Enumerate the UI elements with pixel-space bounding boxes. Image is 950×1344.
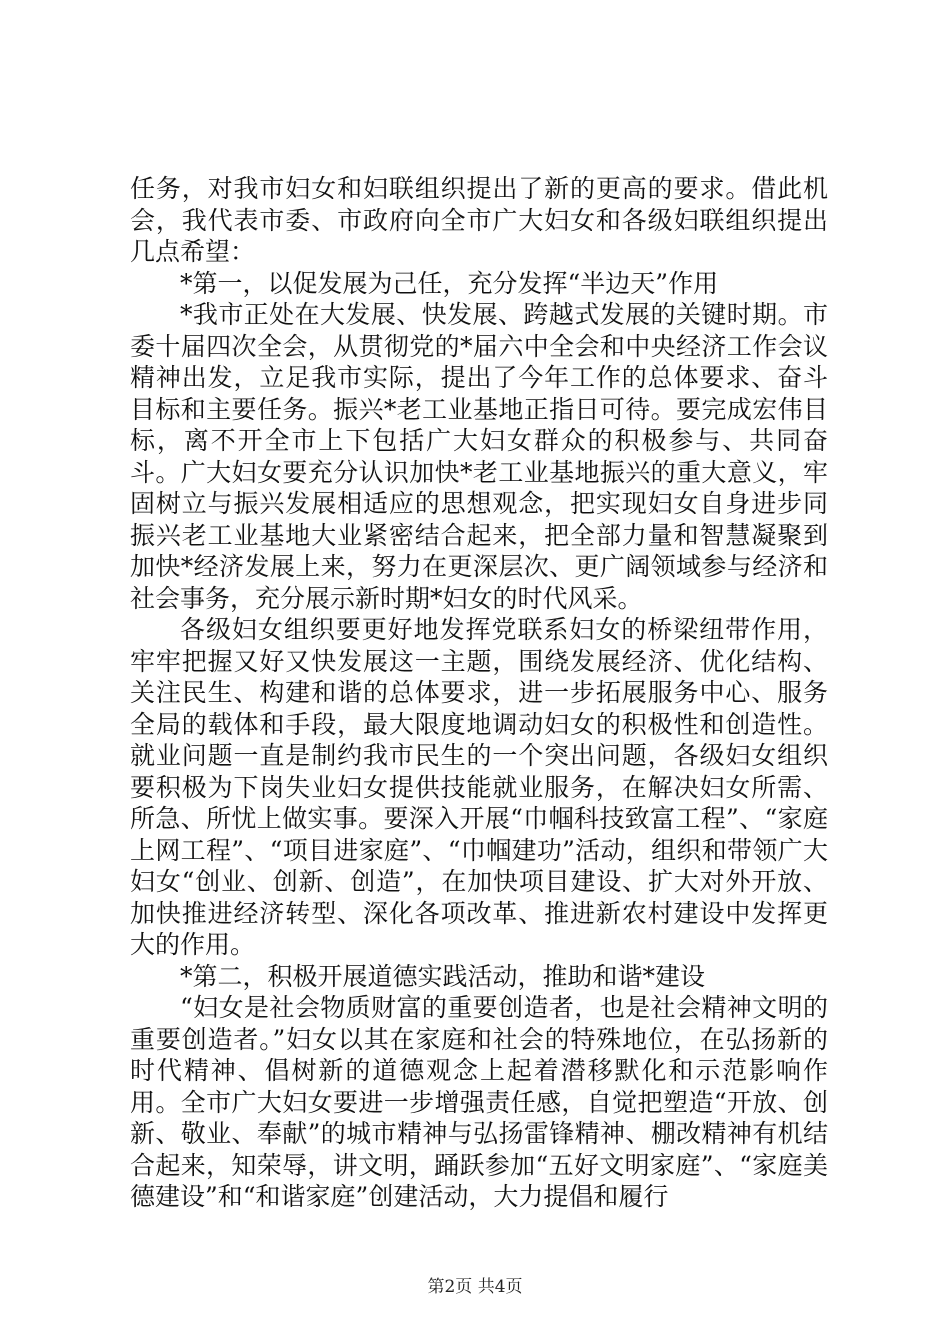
section-heading-2: *第二，积极开展道德实践活动，推助和谐*建设: [180, 961, 706, 991]
paragraph-3: 各级妇女组织要更好地发挥党联系妇女的桥梁纽带作用，牢牢把握又好又快发展这一主题，围绕发展经济、优化结构、关注民生、构建和谐的总体要求，进一步拓展服务中心、服务全局的载体和手段，最大限度地调动妇女的积极性和创造性。就业问题一直是制约我市民生的一个突出问题，各级妇女组织要积极为下岗失业妇女提供技能就业服务，在解决妇女所需、所急、所忧上做实事。要深入开展“巾帼科技致富工程”、“家庭上网工程”、“项目进家庭”、“巾帼建功”活动，组织和带领广大妇女“创业、创新、创造”，在加快项目建设、扩大对外开放、加快推进经济转型、深化各项改革、推进新农村建设中发挥更大的作用。: [130, 615, 828, 959]
document-body: [130, 173, 828, 1213]
paragraph-4: “妇女是社会物质财富的重要创造者，也是社会精神文明的重要创造者。”妇女以其在家庭和社会的特殊地位，在弘扬新的时代精神、倡树新的道德观念上起着潜移默化和示范影响作用。全市广大妇女要进一步增强责任感，自觉把塑造“开放、创新、敬业、奉献”的城市精神与弘扬雷锋精神、棚改精神有机结合起来，知荣辱，讲文明，踊跃参加“五好文明家庭”、“家庭美德建设”和“和谐家庭”创建活动，大力提倡和履行: [130, 993, 828, 1211]
paragraph-1: 任务，对我市妇女和妇联组织提出了新的更高的要求。借此机会，我代表市委、市政府向全市广大妇女和各级妇联组织提出几点希望：: [130, 174, 828, 266]
paragraph-2: *我市正处在大发展、快发展、跨越式发展的关键时期。市委十届四次全会，从贯彻党的*届六中全会和中央经济工作会议精神出发，立足我市实际，提出了今年工作的总体要求、奋斗目标和主要任务。振兴*老工业基地正指日可待。要完成宏伟目标，离不开全市上下包括广大妇女群众的积极参与、共同奋斗。广大妇女要充分认识加快*老工业基地振兴的重大意义，牢固树立与振兴发展相适应的思想观念，把实现妇女自身进步同振兴老工业基地大业紧密结合起来，把全部力量和智慧凝聚到加快*经济发展上来，努力在更深层次、更广阔领域参与经济和社会事务，充分展示新时期*妇女的时代风采。: [130, 300, 828, 613]
page-number-footer: 第2页 共4页: [427, 1277, 523, 1297]
section-heading-1: *第一，以促发展为己任，充分发挥“半边天”作用: [180, 268, 719, 298]
